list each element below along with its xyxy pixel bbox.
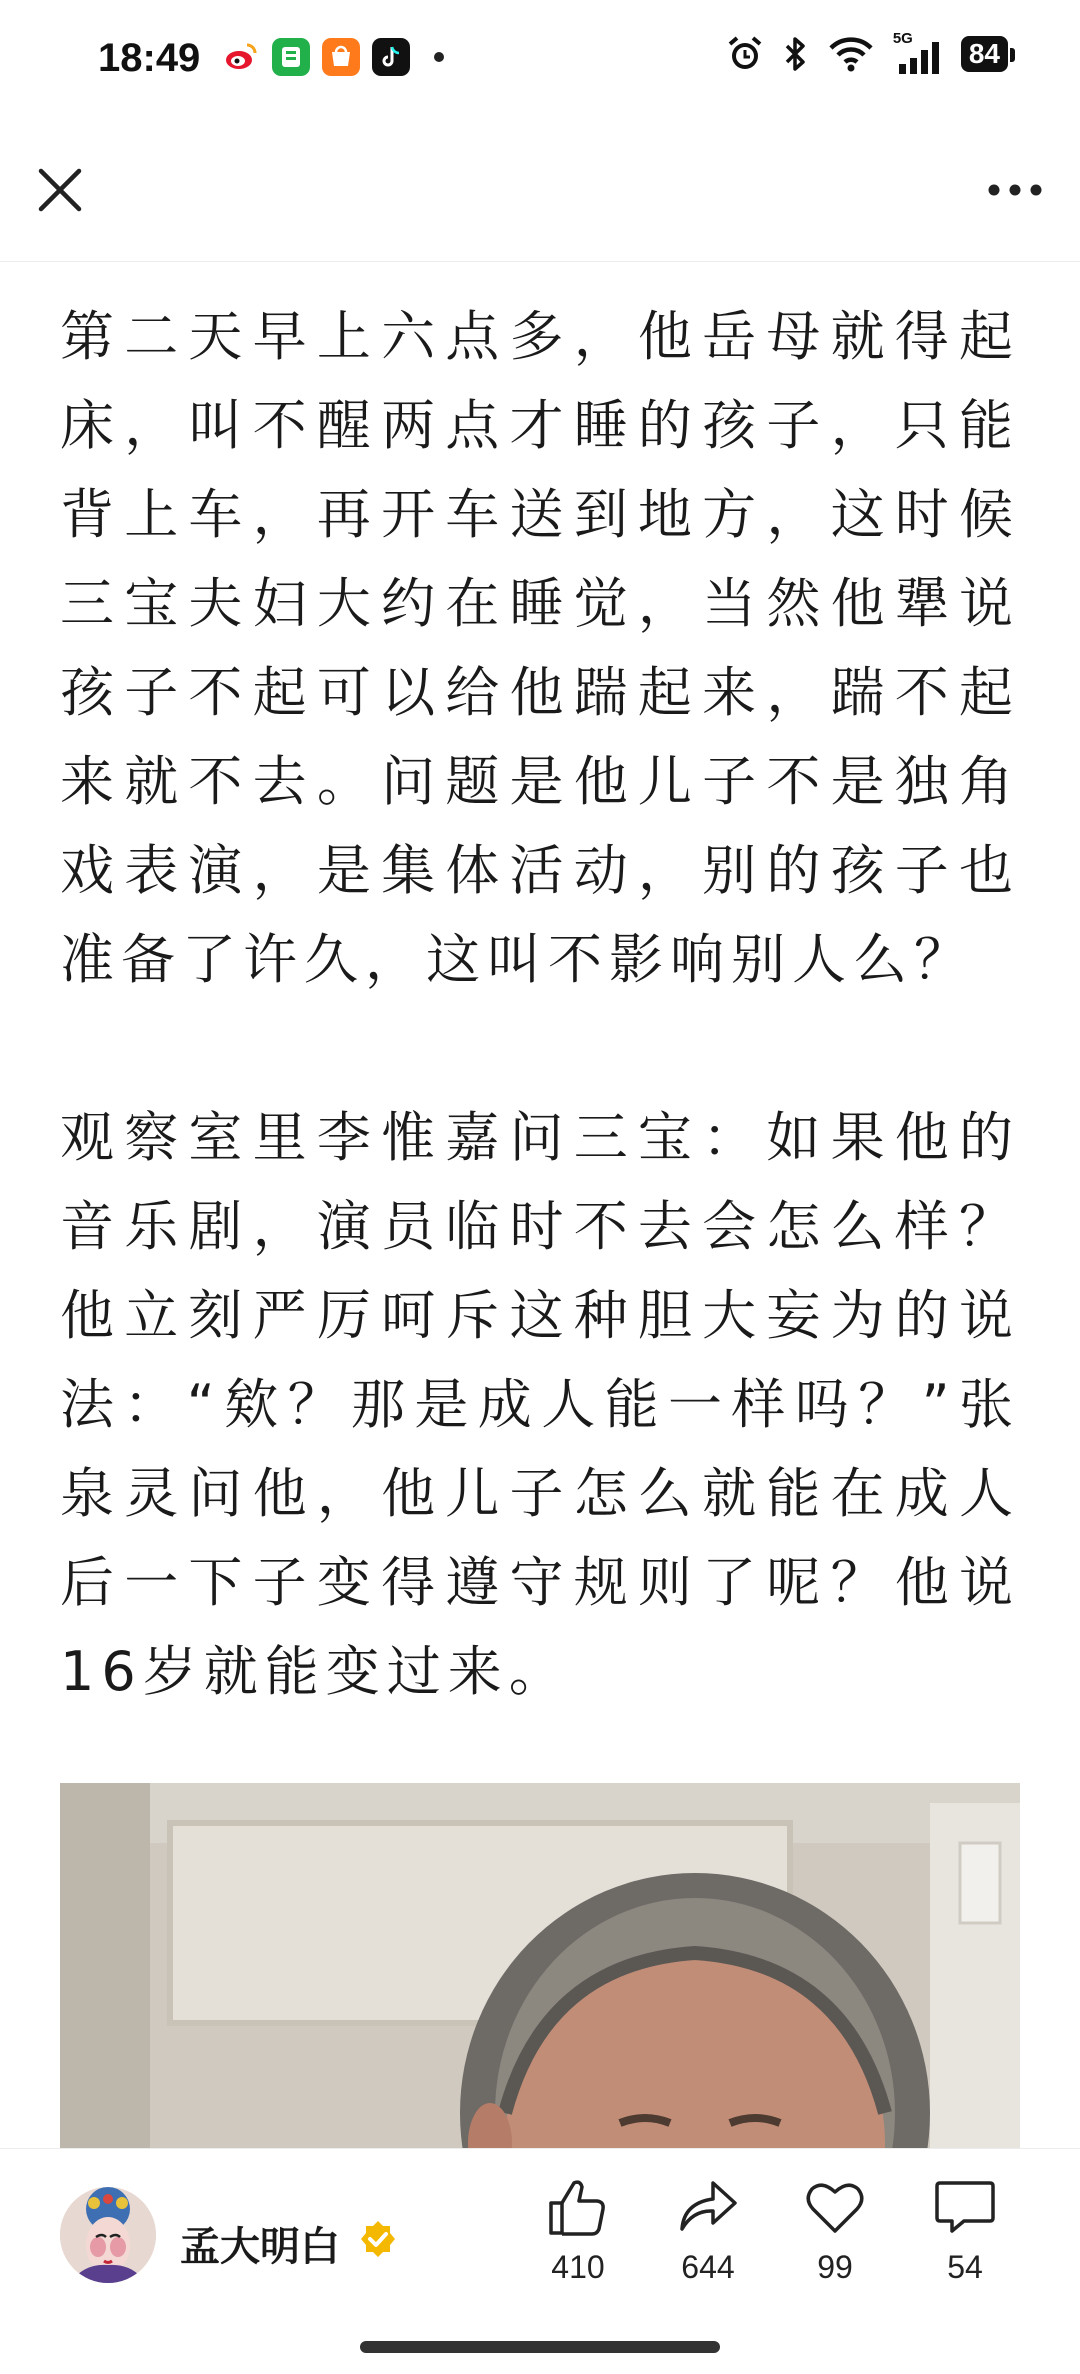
- system-status-icons: [725, 30, 1008, 74]
- article-paragraph: 第二天早上六点多，他岳母就得起床，叫不醒两点才睡的孩子，只能背上车，再开车送到地方，这时候三宝夫妇大约在睡觉，当然他犟说孩子不起可以给他踹起来，踹不起来就不去。问题是他儿子不是独角戏表演，是集体活动，别的孩子也准备了许久，这叫不影响别人么？: [60, 305, 1020, 991]
- top-nav-bar: [0, 130, 1080, 262]
- verified-badge-icon: [358, 2219, 398, 2259]
- share-button[interactable]: [653, 2177, 763, 2286]
- tiktok-app-icon: [372, 38, 410, 76]
- author-name[interactable]: 孟大明白: [180, 2224, 340, 2270]
- cellular-signal-icon: [892, 30, 943, 74]
- comment-icon: [934, 2177, 996, 2237]
- like-button[interactable]: [523, 2177, 633, 2286]
- more-options-button[interactable]: [980, 160, 1050, 220]
- orange-app-icon: [322, 38, 360, 76]
- notification-icons: [222, 38, 444, 76]
- more-options-icon: [987, 183, 1043, 197]
- like-count: 410: [551, 2249, 605, 2285]
- green-app-icon: [272, 38, 310, 76]
- wifi-icon: [827, 34, 875, 74]
- status-time: 18:49: [98, 36, 201, 80]
- article-body: [60, 292, 1020, 1716]
- share-count: 644: [681, 2249, 735, 2285]
- share-icon: [677, 2177, 739, 2237]
- battery-indicator: 84: [961, 36, 1008, 72]
- close-button[interactable]: [30, 160, 90, 220]
- thumbs-up-icon: [547, 2177, 609, 2237]
- bluetooth-icon: [783, 34, 809, 74]
- person-photo-illustration: [60, 1783, 1020, 2153]
- home-indicator[interactable]: [360, 2341, 720, 2353]
- author-avatar[interactable]: [60, 2187, 156, 2283]
- opera-mask-avatar-image: [60, 2187, 156, 2283]
- comment-count: 54: [947, 2249, 983, 2285]
- close-icon: [37, 167, 83, 213]
- network-type-label: 5G: [892, 30, 913, 47]
- article-paragraph: 观察室里李惟嘉问三宝：如果他的音乐剧，演员临时不去会怎么样？他立刻严厉呵斥这种胆大妄为的说法：“欸？那是成人能一样吗？”张泉灵问他，他儿子怎么就能在成人后一下子变得遵守规则了呢？他说16岁就能变过来。: [60, 1106, 1020, 1703]
- alarm-icon: [725, 34, 765, 74]
- favorite-count: 99: [817, 2249, 853, 2285]
- comment-button[interactable]: [910, 2177, 1020, 2286]
- status-bar: [0, 0, 1080, 120]
- bottom-action-bar: [0, 2148, 1080, 2374]
- favorite-button[interactable]: [780, 2177, 890, 2286]
- article-photo[interactable]: [60, 1783, 1020, 2153]
- heart-icon: [804, 2177, 866, 2237]
- weibo-app-icon: [222, 38, 260, 76]
- more-notifications-dot: [434, 52, 444, 62]
